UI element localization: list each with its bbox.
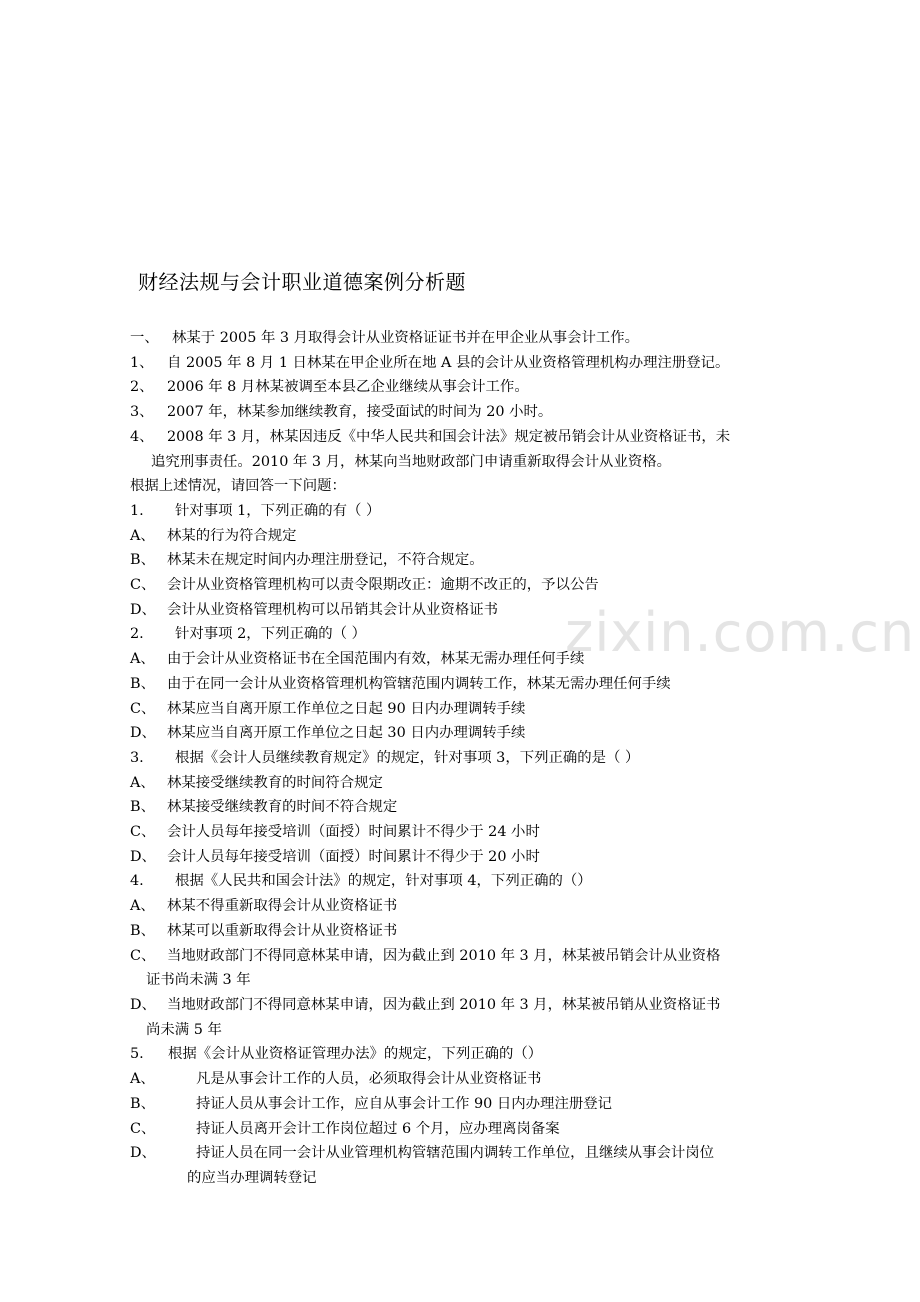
option-text: 林某不得重新取得会计从业资格证书	[167, 898, 398, 915]
option-item	[130, 1117, 795, 1142]
question-text: 针对事项 2，下列正确的（ ）	[175, 626, 366, 643]
option-item	[130, 771, 795, 796]
option-item	[130, 573, 795, 598]
event-marker: 4、	[130, 428, 154, 445]
option-text: 持证人员在同一会计从业管理机构管辖范围内调转工作单位，且继续从事会计岗位	[196, 1145, 715, 1162]
option-text: 凡是从事会计工作的人员，必须取得会计从业资格证书	[196, 1071, 542, 1088]
option-item	[130, 647, 795, 672]
question-prompt: 根据上述情况，请回答一下问题：	[130, 478, 346, 495]
intro-marker: 一、	[130, 330, 159, 346]
option-marker: B、	[130, 922, 155, 939]
event-text: 自 2005 年 8 月 1 日林某在甲企业所在地 A 县的会计从业资格管理机构办理注册登记。	[167, 354, 730, 371]
option-item	[130, 548, 795, 573]
event-item	[130, 351, 795, 376]
option-marker: D、	[130, 996, 156, 1013]
option-marker: B、	[130, 675, 155, 692]
event-marker: 3、	[130, 404, 154, 421]
option-marker: A、	[130, 898, 155, 915]
option-text: 会计从业资格管理机构可以吊销其会计从业资格证书	[167, 601, 498, 618]
option-text: 由于在同一会计从业资格管理机构管辖范围内调转工作，林某无需办理任何手续	[167, 675, 671, 692]
option-text: 会计人员每年接受培训（面授）时间累计不得少于 20 小时	[167, 848, 540, 865]
option-text: 当地财政部门不得同意林某申请，因为截止到 2010 年 3 月，林某被吊销从业资格证书	[167, 996, 721, 1013]
option-item	[130, 993, 795, 1018]
option-marker: B、	[130, 799, 155, 816]
option-marker: B、	[130, 1095, 155, 1112]
question-stem	[130, 1042, 795, 1067]
option-item	[130, 919, 795, 944]
event-text: 2006 年 8 月林某被调至本县乙企业继续从事会计工作。	[167, 379, 529, 396]
option-item	[130, 845, 795, 870]
option-text: 林某未在规定时间内办理注册登记，不符合规定。	[167, 552, 484, 569]
option-text: 当地财政部门不得同意林某申请，因为截止到 2010 年 3 月，林某被吊销会计从业资格	[167, 947, 721, 964]
option-marker: C、	[130, 577, 156, 594]
option-marker: C、	[130, 700, 156, 717]
intro-line	[130, 326, 795, 351]
option-text: 持证人员从事会计工作，应自从事会计工作 90 日内办理注册登记	[196, 1095, 613, 1112]
question-marker: 1.	[130, 502, 144, 519]
option-item	[130, 721, 795, 746]
question-marker: 4.	[130, 873, 144, 890]
option-item	[130, 672, 795, 697]
option-text: 林某可以重新取得会计从业资格证书	[167, 922, 398, 939]
question-text: 根据《会计人员继续教育规定》的规定，针对事项 3，下列正确的是（ ）	[175, 749, 640, 766]
question-marker: 5.	[130, 1046, 144, 1063]
option-marker: A、	[130, 1071, 155, 1088]
option-marker: B、	[130, 552, 155, 569]
event-text: 2007 年，林某参加继续教育，接受面试的时间为 20 小时。	[167, 404, 553, 421]
option-text: 由于会计从业资格证书在全国范围内有效，林某无需办理任何手续	[167, 651, 585, 668]
option-item	[130, 795, 795, 820]
option-text: 林某接受继续教育的时间不符合规定	[167, 799, 398, 816]
option-item	[130, 1092, 795, 1117]
event-marker: 1、	[130, 354, 154, 371]
document-title: 财经法规与会计职业道德案例分析题	[138, 270, 466, 294]
option-text: 会计人员每年接受培训（面授）时间累计不得少于 24 小时	[167, 824, 540, 841]
option-marker: C、	[130, 824, 156, 841]
question-text: 根据《人民共和国会计法》的规定，针对事项 4，下列正确的（）	[175, 873, 592, 890]
option-text: 林某接受继续教育的时间符合规定	[167, 774, 383, 791]
option-item	[130, 524, 795, 549]
event-item	[130, 425, 795, 450]
event-continuation: 追究刑事责任。2010 年 3 月，林某向当地财政部门申请重新取得会计从业资格。	[151, 453, 672, 470]
question-stem	[130, 746, 795, 771]
option-item	[130, 1141, 795, 1166]
option-continuation: 尚未满 5 年	[146, 1021, 222, 1038]
option-item	[130, 1067, 795, 1092]
event-marker: 2、	[130, 379, 154, 396]
option-text: 会计从业资格管理机构可以责令限期改正：逾期不改正的，予以公告	[167, 577, 599, 594]
question-marker: 3.	[130, 749, 144, 766]
question-text: 根据《会计从业资格证管理办法》的规定，下列正确的（）	[168, 1046, 543, 1063]
question-stem	[130, 499, 795, 524]
option-marker: D、	[130, 1145, 156, 1162]
option-marker: A、	[130, 651, 155, 668]
option-marker: A、	[130, 774, 155, 791]
option-marker: D、	[130, 848, 156, 865]
document-body	[130, 326, 795, 1191]
option-marker: C、	[130, 947, 156, 964]
event-item	[130, 400, 795, 425]
option-marker: D、	[130, 601, 156, 618]
event-text: 2008 年 3 月，林某因违反《中华人民共和国会计法》规定被吊销会计从业资格证书，未	[167, 428, 731, 445]
option-text: 持证人员离开会计工作岗位超过 6 个月，应办理离岗备案	[196, 1120, 560, 1137]
option-text: 林某的行为符合规定	[167, 527, 297, 544]
question-stem	[130, 869, 795, 894]
question-stem	[130, 622, 795, 647]
event-item	[130, 375, 795, 400]
question-text: 针对事项 1，下列正确的有（ ）	[175, 502, 381, 519]
option-text: 林某应当自离开原工作单位之日起 90 日内办理调转手续	[167, 700, 526, 717]
intro-text: 林某于 2005 年 3 月取得会计从业资格证证书并在甲企业从事会计工作。	[172, 330, 640, 346]
option-text: 林某应当自离开原工作单位之日起 30 日内办理调转手续	[167, 725, 526, 742]
option-continuation: 的应当办理调转登记	[187, 1169, 317, 1186]
watermark: zixin.com.cn	[565, 601, 916, 664]
option-item	[130, 894, 795, 919]
option-marker: C、	[130, 1120, 156, 1137]
option-marker: A、	[130, 527, 155, 544]
option-item	[130, 697, 795, 722]
option-item	[130, 820, 795, 845]
option-item	[130, 598, 795, 623]
option-continuation: 证书尚未满 3 年	[146, 972, 251, 989]
question-marker: 2.	[130, 626, 144, 643]
option-item	[130, 944, 795, 969]
option-marker: D、	[130, 725, 156, 742]
